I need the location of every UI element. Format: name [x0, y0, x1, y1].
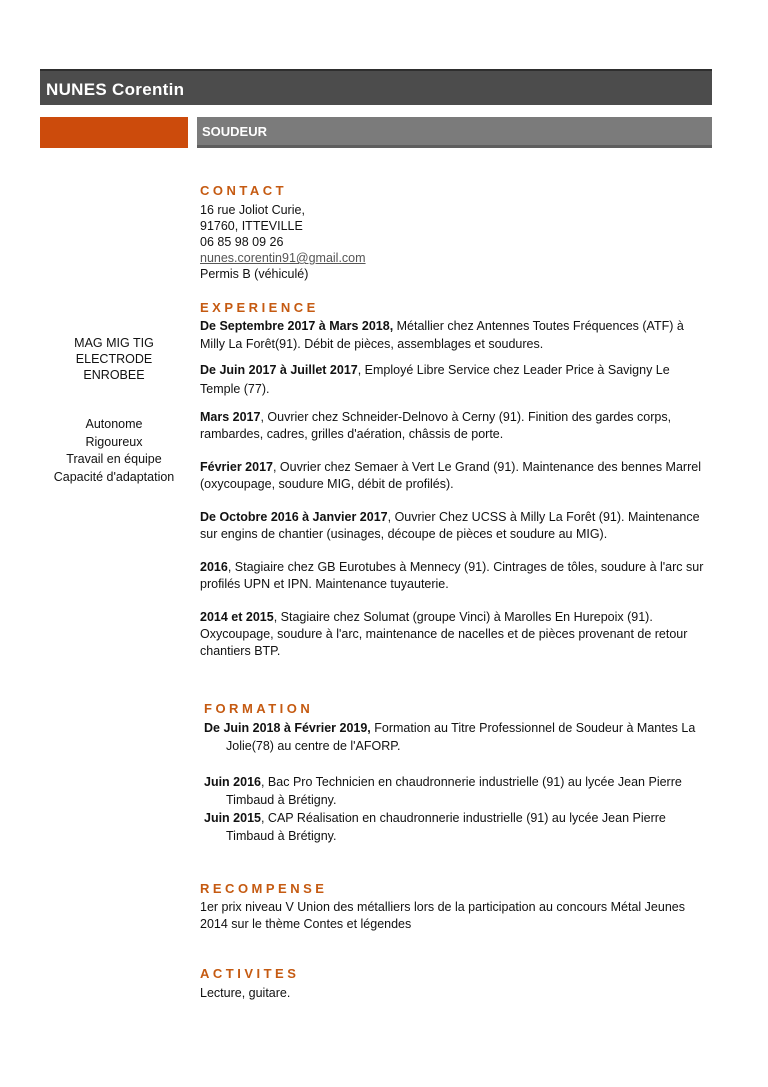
- contact-address-2: 91760, ITTEVILLE: [200, 219, 303, 233]
- contact-section: [200, 183, 710, 282]
- experience-item: [200, 559, 710, 593]
- experience-text: , Employé Libre Service chez Leader Price à Savigny Le Temple (77).: [200, 363, 670, 396]
- experience-item: [200, 317, 710, 353]
- experience-date: Février 2017: [200, 460, 273, 474]
- experience-text: , Stagiaire chez Solumat (groupe Vinci) à Marolles En Hurepoix (91). Oxycoupage, soudure à l'arc, maintenance de nacelles et de pièces provenant de retour chantiers BTP.: [200, 610, 688, 658]
- contact-phone: 06 85 98 09 26: [200, 235, 284, 249]
- skill-item: ELECTRODE: [75, 352, 153, 366]
- quality-item: Autonome: [85, 417, 143, 431]
- activites-section: [200, 966, 710, 1001]
- job-title: SOUDEUR: [202, 124, 268, 139]
- skills-list: [40, 335, 188, 383]
- skill-item: ENROBEE: [83, 368, 145, 382]
- experience-date: De Juin 2017 à Juillet 2017: [200, 363, 358, 377]
- qualities-list: [40, 416, 188, 486]
- formation-section: [204, 700, 710, 845]
- formation-text: , Bac Pro Technicien en chaudronnerie industrielle (91) au lycée Jean Pierre Timbaud à Brétigny.: [226, 775, 682, 807]
- formation-item: [204, 719, 710, 755]
- candidate-name: NUNES Corentin: [46, 80, 185, 99]
- experience-text: , Stagiaire chez GB Eurotubes à Mennecy (91). Cintrages de tôles, soudure à l'arc sur profilés UPN et IPN. Maintenance tuyauterie.: [200, 560, 704, 591]
- accent-block: [40, 117, 188, 148]
- formation-item: [204, 809, 710, 845]
- formation-text: , CAP Réalisation en chaudronnerie industrielle (91) au lycée Jean Pierre Timbaud à Brétigny.: [226, 811, 666, 843]
- experience-text: , Ouvrier Chez UCSS à Milly La Forêt (91). Maintenance sur engins de chantier (usinages, découpe de pièces et soudure au MIG).: [200, 510, 700, 541]
- formation-item: [204, 773, 710, 809]
- experience-item: [200, 609, 710, 660]
- quality-item: Travail en équipe: [66, 452, 162, 466]
- experience-item: [200, 409, 710, 443]
- experience-date: Mars 2017: [200, 410, 261, 424]
- header-bar: [40, 69, 712, 105]
- experience-date: 2016: [200, 560, 228, 574]
- experience-text: Métallier chez Antennes Toutes Fréquences (ATF) à Milly La Forêt(91). Débit de pièces, assemblages et soudures.: [200, 319, 684, 351]
- experience-date: De Octobre 2016 à Janvier 2017: [200, 510, 388, 524]
- recompense-section: [200, 880, 710, 933]
- section-title-contact: CONTACT: [200, 183, 288, 198]
- experience-date: De Septembre 2017 à Mars 2018,: [200, 319, 394, 333]
- section-title-experience: EXPERIENCE: [200, 300, 319, 315]
- contact-email-link[interactable]: nunes.corentin91@gmail.com: [200, 251, 366, 265]
- quality-item: Capacité d'adaptation: [53, 469, 175, 484]
- formation-date: Juin 2015: [204, 811, 261, 825]
- experience-item: [200, 509, 710, 543]
- recompense-text: 1er prix niveau V Union des métalliers lors de la participation au concours Métal Jeunes 2014 sur le thème Contes et légendes: [200, 900, 685, 931]
- experience-date: 2014 et 2015: [200, 610, 274, 624]
- experience-text: , Ouvrier chez Semaer à Vert Le Grand (91). Maintenance des bennes Marrel (oxycoupage, soudure MIG, débit de profilés).: [200, 460, 701, 491]
- contact-address-1: 16 rue Joliot Curie,: [200, 203, 305, 217]
- section-title-recompense: RECOMPENSE: [200, 881, 328, 896]
- skill-item: MAG MIG TIG: [74, 336, 154, 350]
- experience-text: , Ouvrier chez Schneider-Delnovo à Cerny (91). Finition des gardes corps, rambardes, cadres, grilles d'aération, châssis de porte.: [200, 410, 672, 441]
- experience-item: [200, 459, 710, 493]
- formation-text: Formation au Titre Professionnel de Soudeur à Mantes La Jolie(78) au centre de l'AFORP.: [226, 721, 696, 753]
- activites-text: Lecture, guitare.: [200, 986, 291, 1000]
- section-title-formation: FORMATION: [204, 701, 314, 716]
- section-title-activites: ACTIVITES: [200, 966, 300, 981]
- contact-license: Permis B (véhiculé): [200, 267, 309, 281]
- job-title-bar: [197, 117, 712, 148]
- experience-section: [200, 299, 710, 660]
- formation-date: Juin 2016: [204, 775, 261, 789]
- quality-item: Rigoureux: [85, 434, 143, 449]
- formation-date: De Juin 2018 à Février 2019,: [204, 721, 371, 735]
- experience-item: [200, 361, 710, 399]
